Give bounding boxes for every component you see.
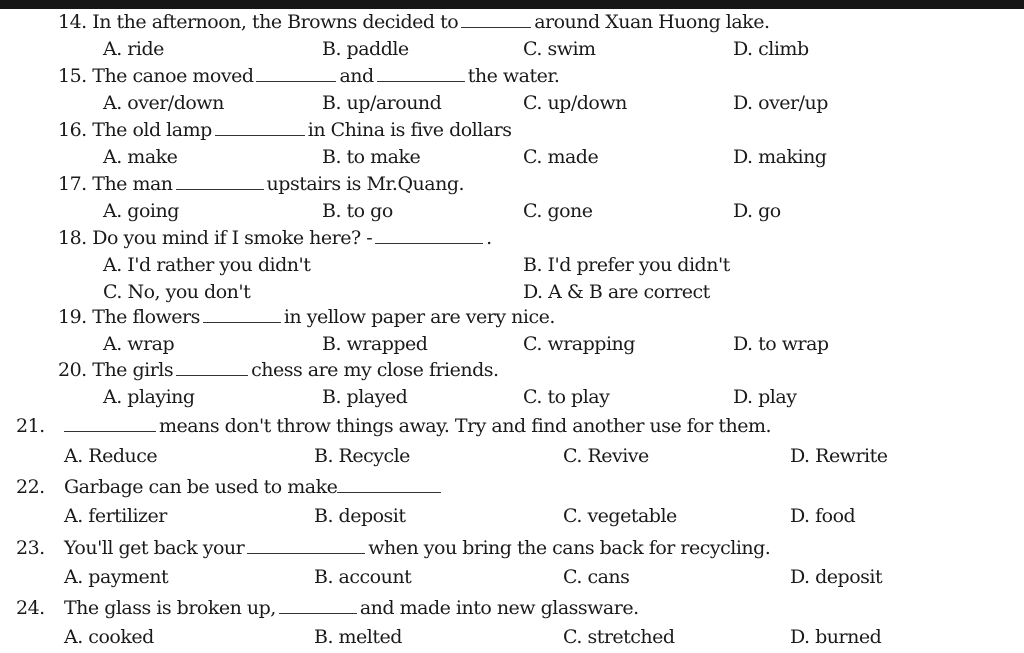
- question-15-stem-row: [0, 63, 1024, 89]
- option-a[interactable]: A. make: [103, 146, 178, 168]
- option-a[interactable]: A. over/down: [103, 92, 224, 114]
- question-14-stem: [58, 9, 769, 35]
- answer-blank: [377, 64, 465, 82]
- stem-text: in yellow paper are very nice.: [283, 306, 555, 328]
- stem-text: around Xuan Huong lake.: [534, 11, 770, 33]
- question-number: 18.: [58, 227, 87, 249]
- option-c[interactable]: C. up/down: [523, 92, 627, 114]
- question-23-stem: [64, 535, 770, 561]
- question-18-stem: [58, 225, 492, 251]
- option-d[interactable]: D. to wrap: [733, 333, 829, 355]
- answer-blank: [203, 305, 281, 323]
- question-17-stem-row: [0, 171, 1024, 197]
- question-15-options-row: [0, 90, 1024, 116]
- question-16-stem-row: [0, 117, 1024, 143]
- option-b[interactable]: B. deposit: [314, 505, 406, 527]
- option-c[interactable]: C. to play: [523, 386, 610, 408]
- question-21-stem: [64, 413, 771, 439]
- option-a[interactable]: A. Reduce: [64, 445, 158, 467]
- top-edge-bar: [0, 0, 1024, 9]
- option-d[interactable]: D. climb: [733, 38, 809, 60]
- option-c[interactable]: C. stretched: [563, 626, 675, 648]
- stem-text: in China is five dollars: [307, 119, 512, 141]
- stem-text: upstairs is Mr.Quang.: [266, 173, 465, 195]
- stem-text: The glass is broken up,: [64, 597, 276, 619]
- stem-text: Garbage can be used to make: [64, 476, 338, 498]
- stem-text: You'll get back your: [64, 537, 245, 559]
- option-c[interactable]: C. made: [523, 146, 599, 168]
- stem-text: means don't throw things away. Try and find another use for them.: [159, 415, 772, 437]
- option-a[interactable]: A. ride: [103, 38, 164, 60]
- question-number: 17.: [58, 173, 87, 195]
- option-a[interactable]: A. cooked: [64, 626, 154, 648]
- option-c[interactable]: C. No, you don't: [103, 281, 251, 303]
- option-d[interactable]: D. food: [790, 505, 856, 527]
- stem-text: The girls: [92, 359, 174, 381]
- question-number: 16.: [58, 119, 87, 141]
- answer-blank: [279, 596, 357, 614]
- question-14-options-row: [0, 36, 1024, 62]
- question-20-options-row: [0, 384, 1024, 410]
- question-14-stem-row: [0, 9, 1024, 35]
- option-c[interactable]: C. gone: [523, 200, 593, 222]
- answer-blank: [176, 172, 264, 190]
- option-b[interactable]: B. Recycle: [314, 445, 410, 467]
- option-d[interactable]: D. burned: [790, 626, 882, 648]
- option-c[interactable]: C. swim: [523, 38, 596, 60]
- question-19-stem-row: [0, 304, 1024, 330]
- question-18-options-row-2: [0, 279, 1024, 305]
- question-17-options-row: [0, 198, 1024, 224]
- option-c[interactable]: C. vegetable: [563, 505, 677, 527]
- stem-text: The flowers: [92, 306, 200, 328]
- option-b[interactable]: B. to make: [322, 146, 421, 168]
- question-22-number: 22.: [16, 476, 45, 498]
- question-24-number: 24.: [16, 597, 45, 619]
- question-19-options-row: [0, 331, 1024, 357]
- option-b[interactable]: B. account: [314, 566, 412, 588]
- question-21-number: 21.: [16, 415, 45, 437]
- option-b[interactable]: B. played: [322, 386, 408, 408]
- answer-blank: [461, 10, 531, 28]
- stem-text: the water.: [467, 65, 560, 87]
- answer-blank: [375, 226, 483, 244]
- question-19-stem: [58, 304, 555, 330]
- stem-text: and made into new glassware.: [359, 597, 639, 619]
- question-21-stem-row: [0, 413, 1024, 439]
- option-b[interactable]: B. I'd prefer you didn't: [523, 254, 730, 276]
- answer-blank: [337, 475, 441, 493]
- answer-blank: [64, 414, 156, 432]
- question-24-options-row: [0, 624, 1024, 650]
- stem-text: and: [339, 65, 374, 87]
- option-b[interactable]: B. to go: [322, 200, 393, 222]
- stem-text: The canoe moved: [92, 65, 254, 87]
- question-23-number: 23.: [16, 537, 45, 559]
- question-16-stem: [58, 117, 511, 143]
- question-number: 15.: [58, 65, 87, 87]
- question-21-options-row: [0, 443, 1024, 469]
- option-b[interactable]: B. melted: [314, 626, 402, 648]
- stem-text: The old lamp: [92, 119, 212, 141]
- option-a[interactable]: A. playing: [103, 386, 195, 408]
- question-20-stem-row: [0, 357, 1024, 383]
- stem-text: The man: [92, 173, 173, 195]
- question-16-options-row: [0, 144, 1024, 170]
- answer-blank: [176, 358, 248, 376]
- stem-text: In the afternoon, the Browns decided to: [92, 11, 459, 33]
- option-d[interactable]: D. over/up: [733, 92, 828, 114]
- stem-text: chess are my close friends.: [251, 359, 499, 381]
- question-number: 20.: [58, 359, 87, 381]
- question-23-stem-row: [0, 535, 1024, 561]
- answer-blank: [256, 64, 336, 82]
- option-d[interactable]: D. play: [733, 386, 797, 408]
- question-22-stem-row: [0, 474, 1024, 500]
- option-a[interactable]: A. I'd rather you didn't: [103, 254, 311, 276]
- question-17-stem: [58, 171, 464, 197]
- stem-text: .: [486, 227, 492, 249]
- option-c[interactable]: C. cans: [563, 566, 630, 588]
- question-15-stem: [58, 63, 559, 89]
- option-b[interactable]: B. up/around: [322, 92, 442, 114]
- stem-text: when you bring the cans back for recycling.: [368, 537, 771, 559]
- option-a[interactable]: A. fertilizer: [64, 505, 167, 527]
- question-number: 19.: [58, 306, 87, 328]
- answer-blank: [247, 536, 365, 554]
- option-d[interactable]: D. deposit: [790, 566, 883, 588]
- option-c[interactable]: C. wrapping: [523, 333, 635, 355]
- question-20-stem: [58, 357, 499, 383]
- stem-text: Do you mind if I smoke here? -: [92, 227, 373, 249]
- question-number: 14.: [58, 11, 87, 33]
- option-d[interactable]: D. Rewrite: [790, 445, 888, 467]
- option-a[interactable]: A. payment: [64, 566, 169, 588]
- option-a[interactable]: A. wrap: [103, 333, 175, 355]
- question-22-stem: [64, 474, 444, 500]
- question-22-options-row: [0, 503, 1024, 529]
- question-24-stem: [64, 595, 639, 621]
- option-d[interactable]: D. go: [733, 200, 781, 222]
- option-b[interactable]: B. paddle: [322, 38, 409, 60]
- option-b[interactable]: B. wrapped: [322, 333, 428, 355]
- question-23-options-row: [0, 564, 1024, 590]
- option-a[interactable]: A. going: [103, 200, 179, 222]
- question-24-stem-row: [0, 595, 1024, 621]
- option-c[interactable]: C. Revive: [563, 445, 649, 467]
- option-d[interactable]: D. A & B are correct: [523, 281, 710, 303]
- answer-blank: [215, 118, 305, 136]
- question-18-stem-row: [0, 225, 1024, 251]
- question-18-options-row-1: [0, 252, 1024, 278]
- option-d[interactable]: D. making: [733, 146, 827, 168]
